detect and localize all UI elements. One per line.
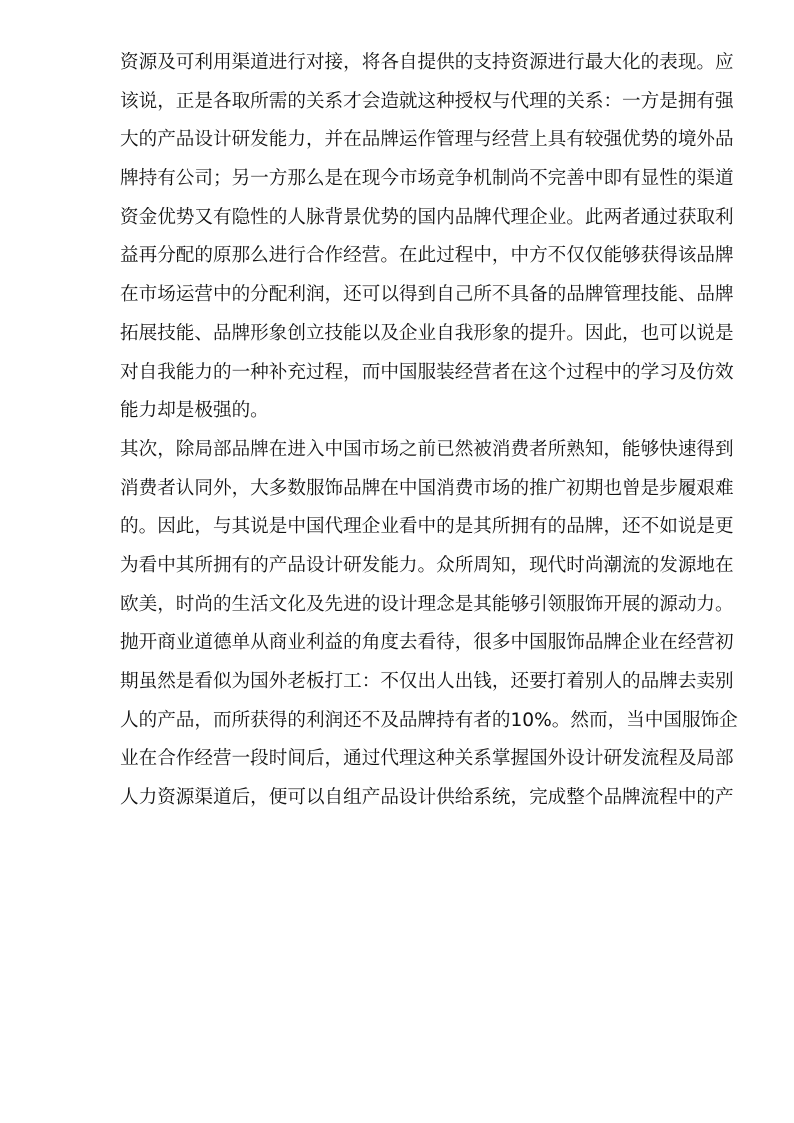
text-line: 人的产品，而所获得的利润还不及品牌持有者的10%。然而，当中国服饰企 <box>120 709 738 731</box>
text-line: 为看中其所拥有的产品设计研发能力。众所周知，现代时尚潮流的发源地在 <box>120 554 734 576</box>
text-line: 资金优势又有隐性的人脉背景优势的国内品牌代理企业。此两者通过获取利 <box>120 206 734 228</box>
text-line: 能力却是极强的。 <box>120 400 269 422</box>
text-line: 抛开商业道德单从商业利益的角度去看待，很多中国服饰品牌企业在经营初 <box>120 632 734 654</box>
text-line: 牌持有公司；另一方那么是在现今市场竞争机制尚不完善中即有显性的渠道 <box>120 168 734 190</box>
text-line: 对自我能力的一种补充过程，而中国服装经营者在这个过程中的学习及仿效 <box>120 361 734 383</box>
text-line: 益再分配的原那么进行合作经营。在此过程中，中方不仅仅能够获得该品牌 <box>120 245 734 267</box>
text-line: 该说，正是各取所需的关系才会造就这种授权与代理的关系：一方是拥有强 <box>120 90 734 112</box>
body-text <box>120 44 740 818</box>
text-line: 消费者认同外，大多数服饰品牌在中国消费市场的推广初期也曾是步履艰难 <box>120 477 734 499</box>
text-line: 期虽然是看似为国外老板打工：不仅出人出钱，还要打着别人的品牌去卖别 <box>120 671 734 692</box>
text-line: 业在合作经营一段时间后，通过代理这种关系掌握国外设计研发流程及局部 <box>120 748 734 770</box>
text-line: 欧美，时尚的生活文化及先进的设计理念是其能够引领服饰开展的源动力。 <box>120 593 734 615</box>
text-line: 资源及可利用渠道进行对接，将各自提供的支持资源进行最大化的表现。应 <box>120 52 734 73</box>
text-line: 在市场运营中的分配利润，还可以得到自己所不具备的品牌管理技能、品牌 <box>120 284 734 306</box>
text-line: 其次，除局部品牌在进入中国市场之前已然被消费者所熟知，能够快速得到 <box>120 438 734 460</box>
text-line: 大的产品设计研发能力，并在品牌运作管理与经营上具有较强优势的境外品 <box>120 129 734 151</box>
text-line: 的。因此，与其说是中国代理企业看中的是其所拥有的品牌，还不如说是更 <box>120 516 734 538</box>
text-line: 人力资源渠道后，便可以自组产品设计供给系统，完成整个品牌流程中的产 <box>120 787 734 809</box>
text-line: 拓展技能、品牌形象创立技能以及企业自我形象的提升。因此，也可以说是 <box>120 322 734 344</box>
